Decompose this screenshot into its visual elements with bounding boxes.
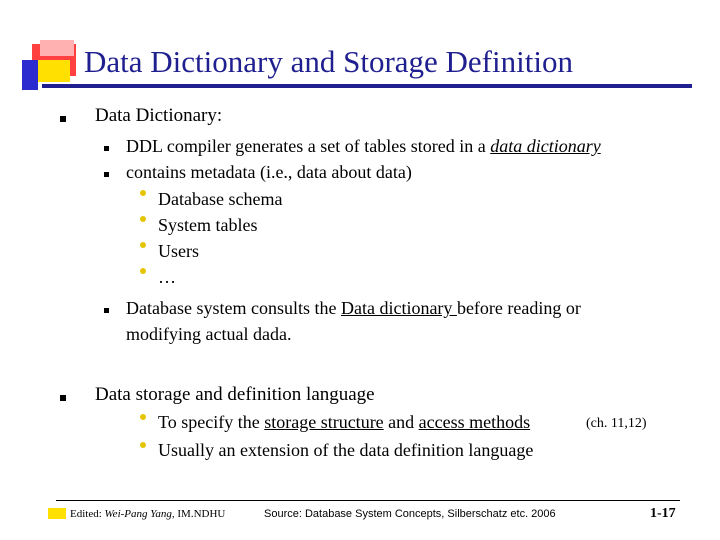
bullet-dot-icon (140, 242, 146, 248)
footer-edited (70, 508, 225, 520)
bullet-dot-icon (140, 268, 146, 274)
page-number: 1-17 (650, 506, 676, 521)
sub-item-consults-line2: modifying actual dada. (126, 324, 292, 344)
point-system-tables: System tables (158, 215, 258, 235)
point-database-schema: Database schema (158, 189, 283, 209)
bullet-dot-icon (140, 442, 146, 448)
link-access-methods[interactable]: access methods (418, 412, 531, 432)
point-users: Users (158, 241, 199, 261)
sub-item-consults-pre: Database system consults the (126, 298, 341, 318)
chapter-reference: (ch. 11,12) (586, 416, 647, 431)
point-extension: Usually an extension of the data definition language (158, 440, 534, 460)
point-specify-pre: To specify the (158, 412, 265, 432)
footer-org: IM.NDHU (177, 508, 226, 520)
sub-item-consults (126, 298, 581, 319)
footer-edited-prefix: Edited: (70, 508, 105, 520)
sub-item-metadata: contains metadata (i.e., data about data) (126, 162, 412, 182)
footer-author: Wei-Pang Yang, (104, 508, 178, 520)
bullet-dot-icon (140, 190, 146, 196)
point-specify (158, 412, 530, 433)
footer-yellow-box (48, 508, 66, 519)
item-data-dictionary: Data Dictionary: (95, 105, 223, 126)
bullet-square-icon (104, 146, 109, 151)
link-data-dictionary-2[interactable]: Data dictionary (340, 298, 457, 318)
bullet-square-icon (104, 308, 109, 313)
logo-blue-square (22, 60, 38, 90)
sub-item-consults-post: before reading or (456, 298, 581, 318)
bullet-square-icon (60, 395, 66, 401)
logo-yellow-square (34, 60, 70, 82)
sub-item-ddl (126, 136, 601, 157)
point-specify-mid: and (383, 412, 419, 432)
item-storage-definition: Data storage and definition language (95, 384, 375, 405)
footer-source: Source: Database System Concepts, Silberschatz etc. 2006 (264, 508, 556, 520)
bullet-square-icon (104, 172, 109, 177)
link-data-dictionary[interactable]: data dictionary (490, 136, 601, 156)
bullet-square-icon (60, 116, 66, 122)
title-underline (42, 84, 692, 88)
sub-item-ddl-text: DDL compiler generates a set of tables stored in a (126, 136, 491, 156)
page-title: Data Dictionary and Storage Definition (84, 44, 573, 79)
link-storage-structure[interactable]: storage structure (264, 412, 384, 432)
bullet-dot-icon (140, 414, 146, 420)
logo-pink-square (40, 40, 74, 56)
bullet-dot-icon (140, 216, 146, 222)
footer-rule (56, 500, 680, 501)
point-ellipsis: … (158, 267, 176, 287)
